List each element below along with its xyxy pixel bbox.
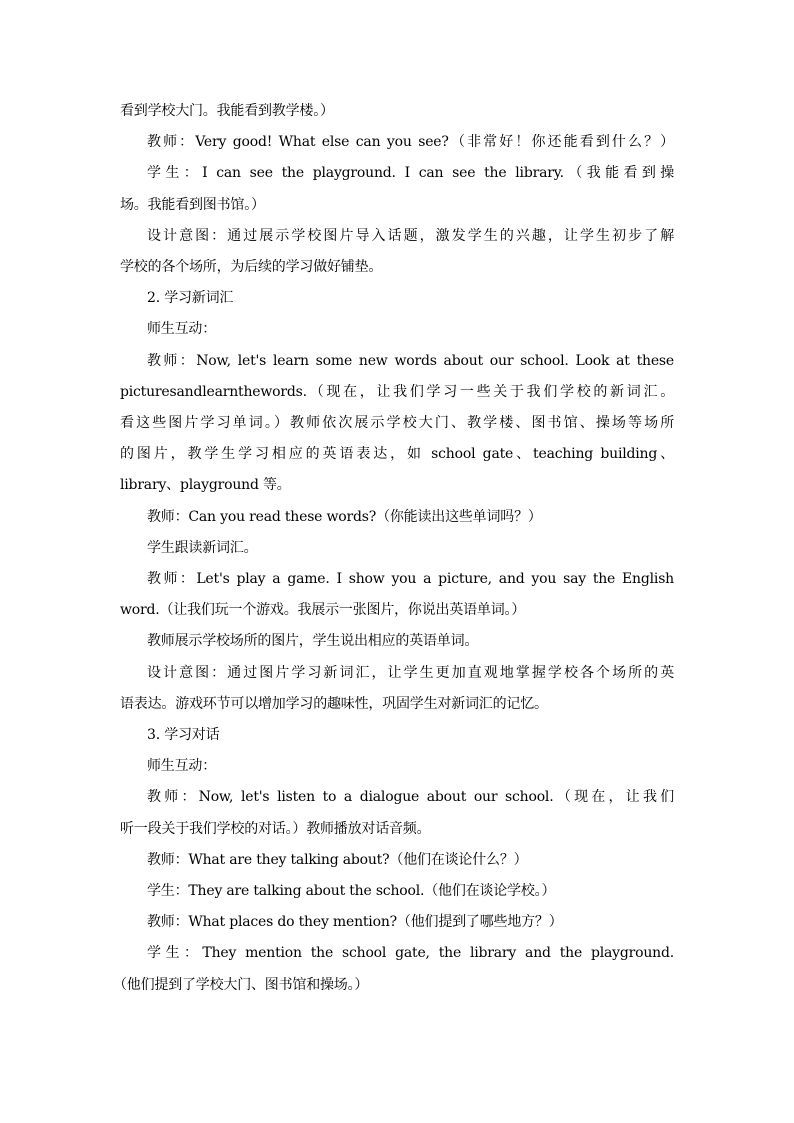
text-line: 师生互动：: [147, 321, 216, 338]
text-line: 教师：Now, let's listen to a dialogue about our school.（现在，让我们: [147, 789, 674, 806]
text-line: （他们提到了学校大门、图书馆和操场。）: [113, 976, 369, 993]
text-line: 看这些图片学习单词。）教师依次展示学校大门、教学楼、图书馆、操场等场所: [120, 415, 674, 431]
text-line: 教师：Very good! What else can you see?（非常好！你还能看到什么？）: [147, 134, 674, 151]
text-line: 设计意图：通过展示学校图片导入话题，激发学生的兴趣，让学生初步了解: [147, 227, 674, 244]
text-line: 学生：I can see the playground. I can see the library.（我能看到操: [147, 165, 674, 182]
text-line: 设计意图：通过图片学习新词汇，让学生更加直观地掌握学校各个场所的英: [147, 664, 674, 681]
text-line: 听一段关于我们学校的对话。）教师播放对话音频。: [120, 820, 431, 837]
text-line: 3. 学习对话: [147, 727, 220, 743]
text-line: 学生：They mention the school gate, the library and the playground.: [147, 945, 674, 962]
text-line: word.（让我们玩一个游戏。我展示一张图片，你说出英语单词。）: [120, 602, 526, 619]
text-line: 教师：Can you read these words?（你能读出这些单词吗？）: [147, 508, 542, 525]
text-line: 教师：What places do they mention?（他们提到了哪些地方？）: [147, 914, 563, 931]
text-line: picturesandlearnthewords.（现在，让我们学习一些关于我们学校的新词汇。: [120, 383, 674, 400]
text-line: 教师：Let's play a game. I show you a picture, and you say the English: [147, 571, 674, 587]
text-line: 教师展示学校场所的图片，学生说出相应的英语单词。: [147, 633, 479, 650]
text-line: 师生互动：: [147, 758, 216, 775]
text-line: library、playground 等。: [120, 477, 291, 494]
text-line: 语表达。游戏环节可以增加学习的趣味性，巩固学生对新词汇的记忆。: [120, 695, 548, 712]
text-line: 场。我能看到图书馆。）: [120, 196, 265, 213]
text-line: 学校的各个场所，为后续的学习做好铺垫。: [120, 259, 383, 275]
text-line: 的图片，教学生学习相应的英语表达，如 school gate、teaching building、: [120, 446, 674, 463]
text-line: 2. 学习新词汇: [147, 290, 234, 307]
text-line: 教师：Now, let's learn some new words about our school. Look at these: [147, 352, 674, 369]
text-line: 学生：They are talking about the school.（他们在谈论学校。）: [147, 883, 556, 899]
text-line: 学生跟读新词汇。: [147, 539, 258, 556]
text-line: 看到学校大门。我能看到教学楼。）: [120, 103, 334, 119]
text-line: 教师：What are they talking about?（他们在谈论什么？）: [147, 851, 528, 868]
